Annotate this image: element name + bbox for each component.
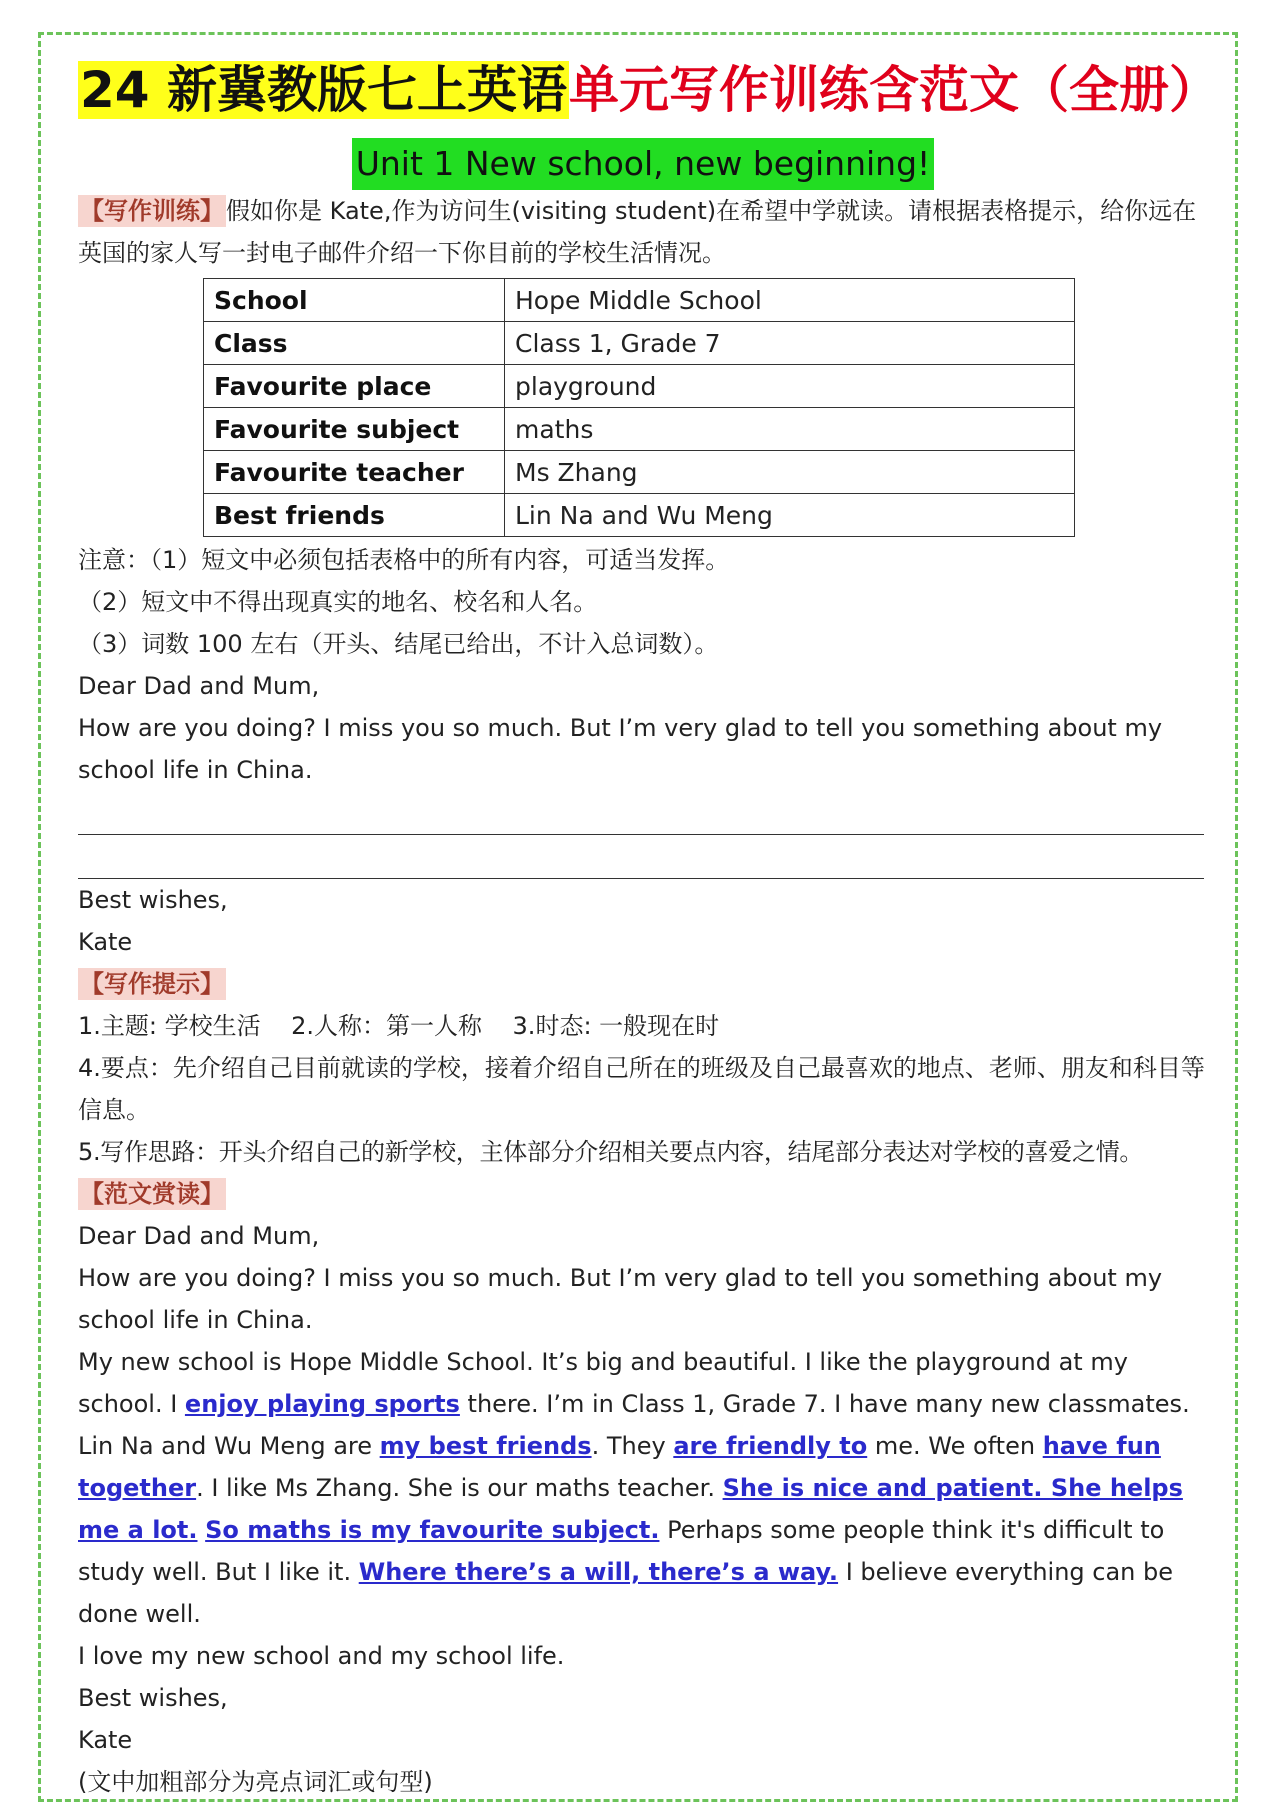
- letter-greeting: Dear Dad and Mum,: [78, 672, 320, 700]
- body-text: me. We often: [867, 1432, 1043, 1460]
- highlight-phrase: enjoy playing sports: [184, 1390, 460, 1418]
- model-greeting: Dear Dad and Mum,: [78, 1222, 320, 1250]
- table-key: Favourite teacher: [204, 451, 505, 494]
- title-rest: 单元写作训练含范文（全册）: [569, 61, 1219, 119]
- writing-line: [78, 791, 1204, 835]
- model-tag: 【范文赏读】: [80, 1180, 224, 1208]
- table-row: [204, 451, 1075, 494]
- table-value: Class 1, Grade 7: [505, 322, 1075, 365]
- body-text: . They: [591, 1432, 674, 1460]
- letter-closing: Best wishes,: [78, 886, 228, 914]
- model-opening: How are you doing? I miss you so much. But I’m very glad to tell you something about my school life in China.: [78, 1264, 1163, 1334]
- table-value: playground: [505, 365, 1075, 408]
- table-value: Ms Zhang: [505, 451, 1075, 494]
- hints-tag: 【写作提示】: [80, 970, 224, 998]
- unit-title: Unit 1 New school, new beginning!: [352, 138, 935, 190]
- highlight-phrase: are friendly to: [673, 1432, 868, 1460]
- note-line: （3）词数 100 左右（开头、结尾已给出，不计入总词数）。: [78, 630, 719, 658]
- highlight-phrase: my best friends: [379, 1432, 592, 1460]
- note-line: 注意：（1）短文中必须包括表格中的所有内容，可适当发挥。: [78, 546, 730, 574]
- body-text: [198, 1516, 206, 1544]
- page-title: [78, 50, 1219, 130]
- table-value: maths: [505, 408, 1075, 451]
- model-love-line: I love my new school and my school life.: [78, 1642, 565, 1670]
- table-key: School: [204, 279, 505, 322]
- unit-heading: [78, 138, 1208, 190]
- highlight-phrase: She is nice and patient. She helps me a lot.: [78, 1474, 1183, 1544]
- body-text: there. I’m in Class 1, Grade 7. I have many new classmates. Lin Na and Wu Meng are: [78, 1390, 1190, 1460]
- highlight-phrase: have fun together: [78, 1432, 1161, 1502]
- table-key: Favourite subject: [204, 408, 505, 451]
- table-row: [204, 322, 1075, 365]
- hint-line: 5.写作思路：开头介绍自己的新学校，主体部分介绍相关要点内容，结尾部分表达对学校的喜爱之情。: [78, 1138, 1144, 1166]
- table-key: Favourite place: [204, 365, 505, 408]
- table-value: Hope Middle School: [505, 279, 1075, 322]
- body-text: Perhaps some people think it's difficult to study well. But I like it.: [78, 1516, 1165, 1586]
- table-row: [204, 408, 1075, 451]
- task-tag: 【写作训练】: [80, 197, 224, 225]
- model-signature: Kate: [78, 1726, 133, 1754]
- task-prompt: 假如你是 Kate,作为访问生(visiting student)在希望中学就读。请根据表格提示，给你远在英国的家人写一封电子邮件介绍一下你目前的学校生活情况。: [78, 197, 1197, 267]
- task-paragraph: [78, 190, 1208, 274]
- title-highlight: 24 新冀教版七上英语: [80, 61, 567, 119]
- model-note: (文中加粗部分为亮点词汇或句型): [78, 1768, 433, 1796]
- table-row: [204, 494, 1075, 537]
- hint-line: 1.主题: 学校生活 2.人称：第一人称 3.时态: 一般现在时: [78, 1012, 720, 1040]
- table-key: Class: [204, 322, 505, 365]
- hints-heading: [78, 963, 1208, 1005]
- hint-line: 4.要点：先介绍自己目前就读的学校，接着介绍自己所在的班级及自己最喜欢的地点、老师、朋友和科目等信息。: [78, 1054, 1205, 1124]
- model-heading: [78, 1173, 1208, 1215]
- model-body: [78, 1341, 1208, 1635]
- body-text: I believe everything can be done well.: [78, 1558, 1174, 1628]
- model-closing: Best wishes,: [78, 1684, 228, 1712]
- document-content: [78, 50, 1219, 1803]
- table-key: Best friends: [204, 494, 505, 537]
- letter-signature: Kate: [78, 928, 133, 956]
- note-line: （2）短文中不得出现真实的地名、校名和人名。: [78, 588, 598, 616]
- highlight-phrase: Where there’s a will, there’s a way.: [358, 1558, 839, 1586]
- body-text: . I like Ms Zhang. She is our maths teacher.: [196, 1474, 723, 1502]
- highlight-phrase: So maths is my favourite subject.: [205, 1516, 660, 1544]
- table-row: [204, 279, 1075, 322]
- info-table: [203, 278, 1075, 537]
- table-row: [204, 365, 1075, 408]
- body-text: My new school is Hope Middle School. It’s big and beautiful. I like the playground at my school. I: [78, 1348, 1128, 1418]
- writing-line: [78, 835, 1204, 879]
- table-value: Lin Na and Wu Meng: [505, 494, 1075, 537]
- letter-opening: How are you doing? I miss you so much. But I’m very glad to tell you something about my school life in China.: [78, 714, 1163, 784]
